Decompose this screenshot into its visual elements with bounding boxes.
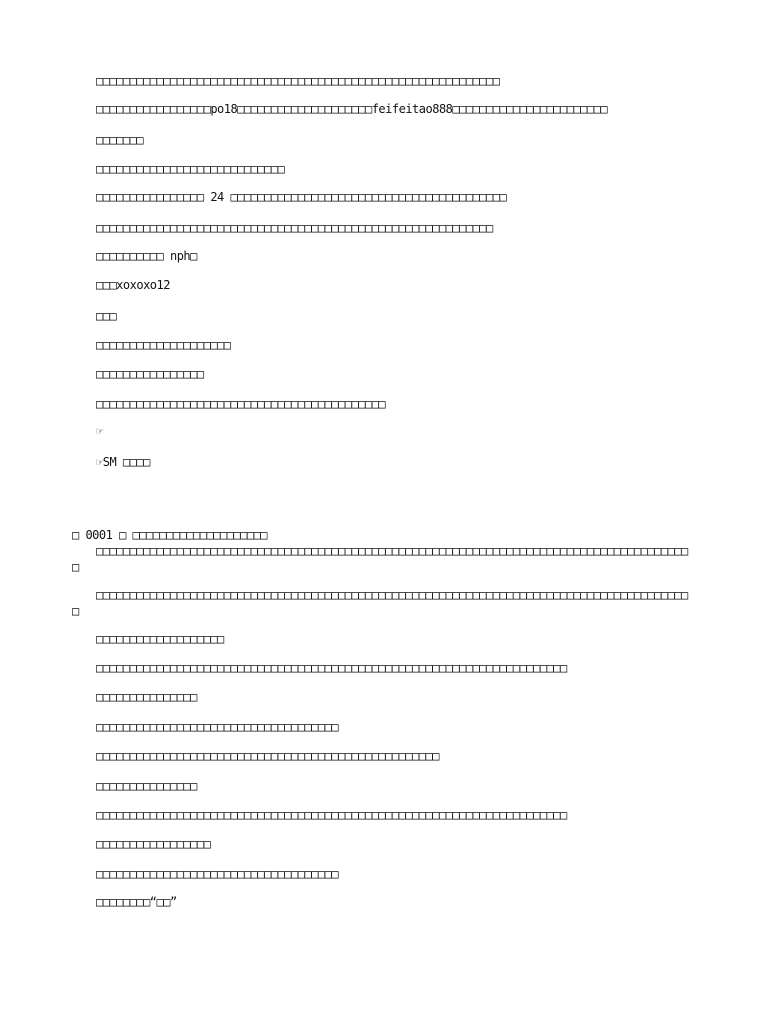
chapter-paragraph: □□□□□□□□□□□□□□□□□□□□□□□□□□□□□□□□□□□□□□□□□□□□□□□□□□□□□□□□□□□□□□□□□□□□□□□□□□□□□□□□□□□□□□□□□ bbox=[72, 588, 688, 618]
preface-line: □□□□□□□□□□□□□□□□□□□□□□□□□□□□□□□□□□□□□□□□□□□□□□□□□□□□□□□□□□□ bbox=[96, 221, 493, 235]
chapter-line: □□□□□□□□□□□□□□□ bbox=[96, 779, 197, 793]
preface-line: □□□□□□□□□□□□□□□□ bbox=[96, 367, 204, 381]
preface-line: □□□□□□□□□□ nph□ bbox=[96, 249, 197, 263]
preface-line: □□□ bbox=[96, 309, 117, 323]
preface-line: □□□xoxoxo12 bbox=[96, 278, 170, 292]
hand-pointer-icon: ☞ bbox=[96, 424, 103, 438]
preface-line: □□□□□□□ bbox=[96, 133, 144, 147]
preface-line: □□□□□□□□□□□□□□□□□□□□□□□□□□□□□□□□□□□□□□□□□□□ bbox=[96, 397, 386, 411]
preface-line: □□□□□□□□□□□□□□□□□□□□□□□□□□□□□□□□□□□□□□□□□□□□□□□□□□□□□□□□□□□□ bbox=[96, 74, 500, 88]
chapter-line: □□□□□□□□□□□□□□□□□□□ bbox=[96, 632, 224, 646]
chapter-line: □□□□□□□□“□□” bbox=[96, 895, 177, 909]
chapter-line: □□□□□□□□□□□□□□□□□□□□□□□□□□□□□□□□□□□□ bbox=[96, 720, 339, 734]
chapter-line: □□□□□□□□□□□□□□□□□□□□□□□□□□□□□□□□□□□□□□□□□□□□□□□□□□□□□□□□□□□□□□□□□□□□□□ bbox=[96, 661, 567, 675]
chapter-line: □□□□□□□□□□□□□□□□□□□□□□□□□□□□□□□□□□□□□□□□□□□□□□□□□□□□□□□□□□□□□□□□□□□□□□ bbox=[96, 808, 567, 822]
preface-line: □□□□□□□□□□□□□□□□□□□□ bbox=[96, 338, 231, 352]
chapter-line: □□□□□□□□□□□□□□□□□ bbox=[96, 837, 211, 851]
preface-line: □□□□□□□□□□□□□□□□□po18□□□□□□□□□□□□□□□□□□□□feifeitao888□□□□□□□□□□□□□□□□□□□□□□□ bbox=[96, 102, 608, 116]
preface-line: □□□□□□□□□□□□□□□□ 24 □□□□□□□□□□□□□□□□□□□□□□□□□□□□□□□□□□□□□□□□□ bbox=[96, 190, 507, 204]
chapter-paragraph: □□□□□□□□□□□□□□□□□□□□□□□□□□□□□□□□□□□□□□□□□□□□□□□□□□□□□□□□□□□□□□□□□□□□□□□□□□□□□□□□□□□□□□□□□ bbox=[72, 544, 688, 574]
preface-line: □□□□□□□□□□□□□□□□□□□□□□□□□□□□ bbox=[96, 162, 285, 176]
chapter-heading: □ 0001 □ □□□□□□□□□□□□□□□□□□□□ bbox=[72, 528, 268, 542]
chapter-line: □□□□□□□□□□□□□□□ bbox=[96, 690, 197, 704]
preface-line: ☞SM □□□□ bbox=[96, 455, 150, 469]
chapter-line: □□□□□□□□□□□□□□□□□□□□□□□□□□□□□□□□□□□□□□□□□□□□□□□□□□□ bbox=[96, 749, 439, 763]
chapter-line: □□□□□□□□□□□□□□□□□□□□□□□□□□□□□□□□□□□□ bbox=[96, 867, 339, 881]
